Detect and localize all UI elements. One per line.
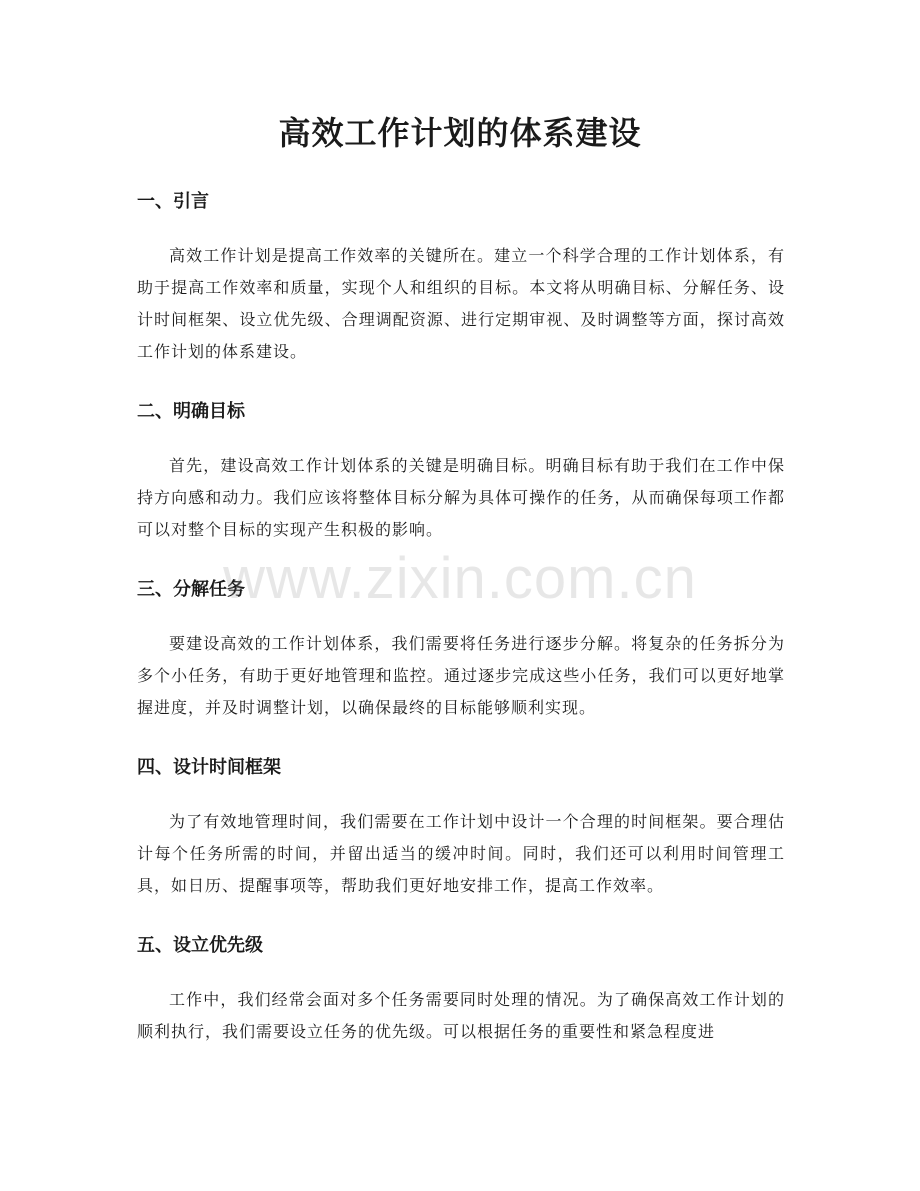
section-heading: 四、设计时间框架 <box>137 757 281 778</box>
section-heading: 二、明确目标 <box>137 401 245 422</box>
section-heading: 一、引言 <box>137 191 209 212</box>
section-time-framework <box>137 752 785 902</box>
section-paragraph: 要建设高效的工作计划体系，我们需要将任务进行逐步分解。将复杂的任务拆分为多个小任务，有助于更好地管理和监控。通过逐步完成这些小任务，我们可以更好地掌握进度，并及时调整计划，以确保最终的目标能够顺利实现。 <box>137 634 785 717</box>
section-paragraph: 首先，建设高效工作计划体系的关键是明确目标。明确目标有助于我们在工作中保持方向感和动力。我们应该将整体目标分解为具体可操作的任务，从而确保每项工作都可以对整个目标的实现产生积极的影响。 <box>137 456 785 539</box>
section-paragraph: 为了有效地管理时间，我们需要在工作计划中设计一个合理的时间框架。要合理估计每个任务所需的时间，并留出适当的缓冲时间。同时，我们还可以利用时间管理工具，如日历、提醒事项等，帮助我们更好地安排工作，提高工作效率。 <box>137 812 785 895</box>
section-heading: 三、分解任务 <box>137 579 245 600</box>
section-paragraph: 工作中，我们经常会面对多个任务需要同时处理的情况。为了确保高效工作计划的顺利执行，我们需要设立任务的优先级。可以根据任务的重要性和紧急程度进 <box>137 990 785 1041</box>
section-clear-goals <box>137 396 785 546</box>
document-title: 高效工作计划的体系建设 <box>278 114 642 152</box>
section-introduction <box>137 186 785 368</box>
section-priorities <box>137 930 785 1048</box>
watermark: www.zixin.com.cn <box>223 546 697 611</box>
section-break-down-tasks <box>137 574 785 724</box>
document-content <box>137 186 785 1076</box>
section-heading: 五、设立优先级 <box>137 935 263 956</box>
section-paragraph: 高效工作计划是提高工作效率的关键所在。建立一个科学合理的工作计划体系，有助于提高工作效率和质量，实现个人和组织的目标。本文将从明确目标、分解任务、设计时间框架、设立优先级、合理调配资源、进行定期审视、及时调整等方面，探讨高效工作计划的体系建设。 <box>137 246 785 361</box>
